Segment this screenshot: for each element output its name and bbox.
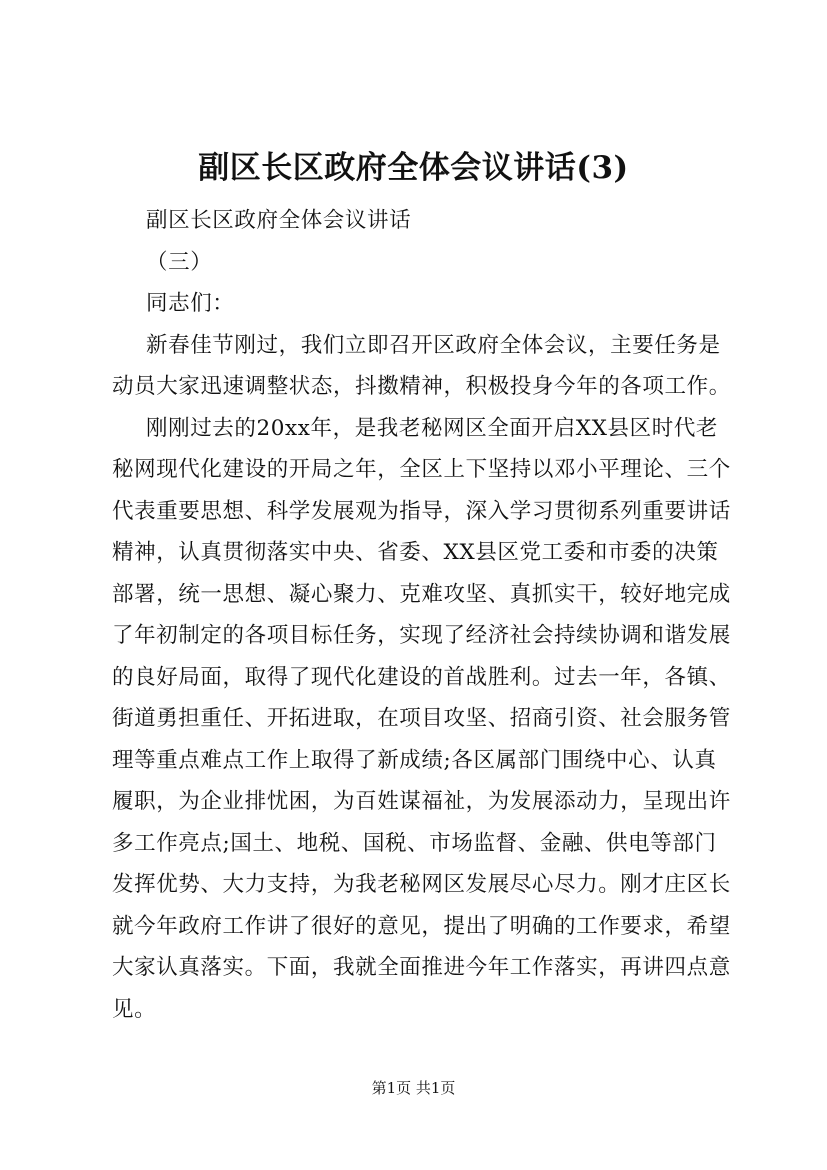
- paragraph-line: 精神，认真贯彻落实中央、省委、XX县区党工委和市委的决策: [112, 540, 719, 565]
- document-title: 副区长区政府全体会议讲话(3): [198, 150, 629, 186]
- paragraph-1: [112, 325, 742, 408]
- paragraph-line: 发挥优势、大力支持，为我老秘网区发展尽心尽力。刚才庄区长: [112, 872, 731, 897]
- paragraph-line: 见。: [112, 996, 157, 1022]
- paragraph-line: 理等重点难点工作上取得了新成绩;各区属部门围绕中心、认真: [112, 747, 717, 773]
- subtitle: 副区长区政府全体会议讲话: [146, 208, 412, 233]
- paragraph-line: 履职，为企业排忧困，为百姓谋福祉，为发展添动力，呈现出许: [112, 789, 731, 814]
- paragraph-line: 秘网现代化建设的开局之年，全区上下坚持以邓小平理论、三个: [112, 457, 731, 482]
- page-footer: 第1页 共1页: [371, 1079, 456, 1097]
- paragraph-line: 街道勇担重任、开拓进取，在项目攻坚、招商引资、社会服务管: [112, 706, 731, 731]
- paragraph-line: 新春佳节刚过，我们立即召开区政府全体会议，主要任务是: [146, 332, 721, 358]
- paragraph-line: 代表重要思想、科学发展观为指导，深入学习贯彻系列重要讲话: [112, 498, 731, 524]
- paragraph-2: [112, 408, 742, 1031]
- paragraph-line: 部署，统一思想、凝心聚力、克难攻坚、真抓实干，较好地完成: [112, 581, 731, 607]
- paragraph-line: 大家认真落实。下面，我就全面推进今年工作落实，再讲四点意: [112, 955, 731, 980]
- paragraph-line: 的良好局面，取得了现代化建设的首战胜利。过去一年，各镇、: [112, 664, 731, 690]
- document-body: [112, 200, 742, 1030]
- paragraph-line: 了年初制定的各项目标任务，实现了经济社会持续协调和谐发展: [112, 623, 731, 648]
- paragraph-line: 多工作亮点;国土、地税、国税、市场监督、金融、供电等部门: [112, 830, 717, 856]
- salutation: 同志们：: [146, 291, 235, 316]
- part-number: （三）: [146, 249, 213, 275]
- paragraph-line: 动员大家迅速调整状态，抖擞精神，积极投身今年的各项工作。: [112, 374, 731, 399]
- paragraph-line: 刚刚过去的20xx年，是我老秘网区全面开启XX县区时代老: [146, 415, 719, 441]
- paragraph-line: 就今年政府工作讲了很好的意见，提出了明确的工作要求，希望: [112, 913, 731, 939]
